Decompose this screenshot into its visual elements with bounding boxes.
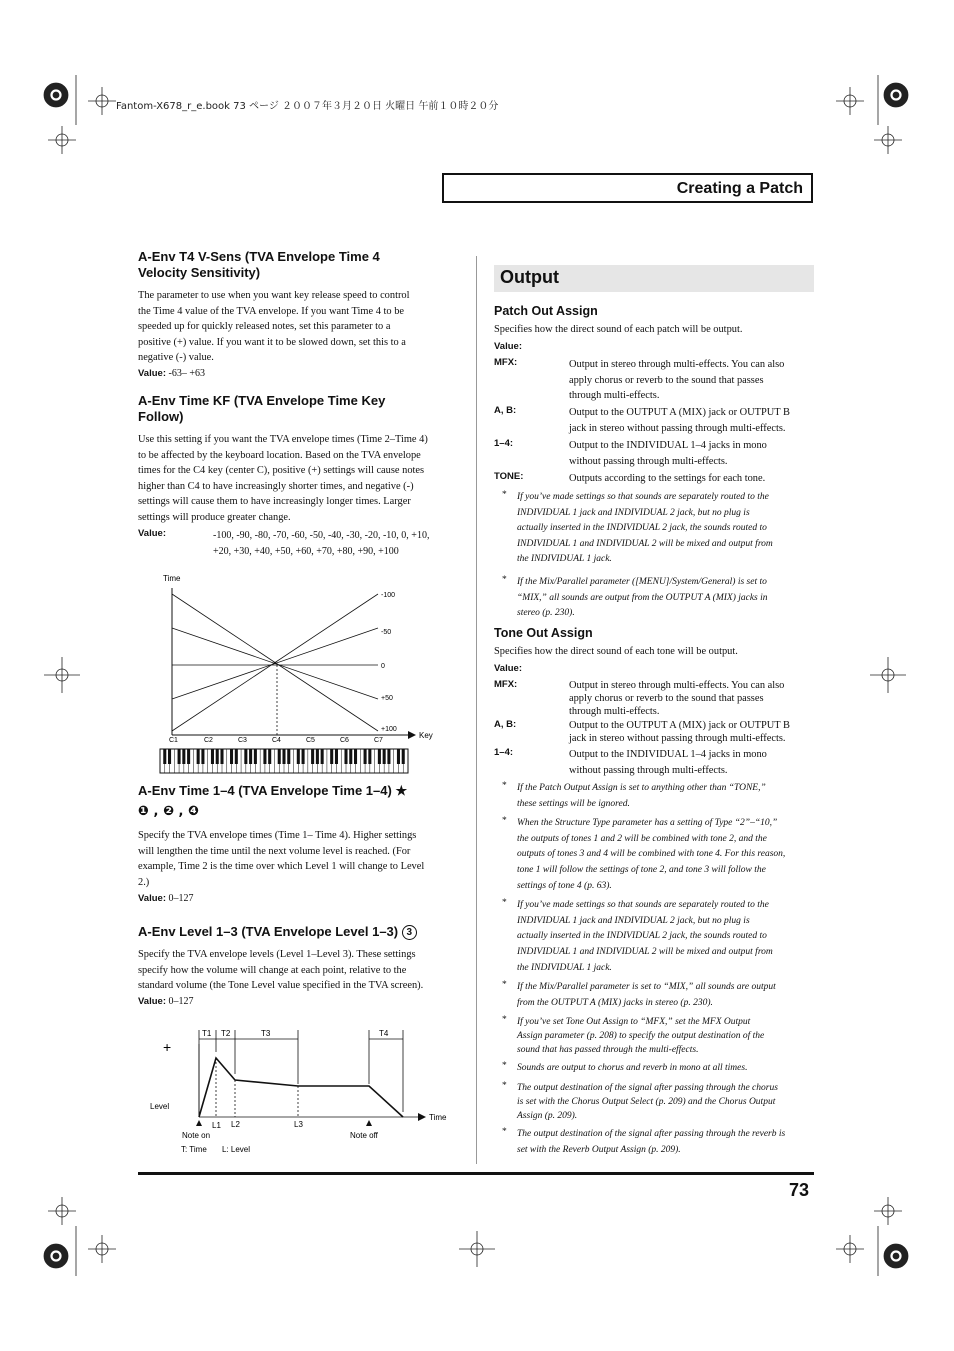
black-key (344, 749, 347, 764)
black-key (287, 749, 290, 764)
patch-value-ab: A, B: Output to the OUTPUT A (MIX) jack or OUTPUT B jack in stereo without passing through multi-effects. (494, 405, 790, 434)
black-key (302, 749, 305, 764)
file-header: Fantom-X678_r_e.book 73 ページ ２００７年３月２０日 火曜日 午前１０時２０分 (116, 101, 499, 112)
env-time-number-icons: ❶ , ❷ , ❹ (138, 804, 200, 819)
tone-out-assign-notes (500, 781, 818, 1158)
time-kf-graph (150, 568, 445, 776)
paragraph-env-time: Specify the TVA envelope times (Time 1– Time 4). Higher settings will lengthen the time until the next volume level is reached. (For example, Time 2 is the time over which Level 1 will change to Level 2.) (138, 830, 425, 888)
black-key (330, 749, 333, 764)
tone-out-assign-values (494, 679, 816, 780)
env-time-label: Time (429, 1113, 447, 1122)
kf-key-c1: C1 (169, 737, 178, 744)
section-title: Creating a Patch (676, 180, 803, 197)
kf-key-c2: C2 (204, 737, 213, 744)
black-key (178, 749, 181, 764)
patch-value-mfx: MFX: Output in stereo through multi-effects. You can also apply chorus or reverb to the sound that passes through multi-effects. (494, 357, 785, 402)
env-level-label: Level (150, 1102, 170, 1111)
note-item: * If you’ve made settings so that sounds are separately routed to the INDIVIDUAL 1 jack and INDIVIDUAL 2 jack, but no plug is actually inserted in the INDIVIDUAL 2 jack, the sounds routed to INDIVIDUAL 1 and INDIVIDUAL 2 will be mixed and output from the INDIVIDUAL 1 jack. (502, 490, 773, 565)
number-2-icon: ❷ (163, 804, 175, 819)
env-note-on-label: Note on (182, 1131, 211, 1140)
black-key (168, 749, 171, 764)
black-key (402, 749, 405, 764)
patch-out-assign-desc: Specifies how the direct sound of each patch will be output. (494, 324, 743, 335)
note-item: * If the Patch Output Assign is set to anything other than “TONE,” these settings will be ignored. (502, 781, 766, 809)
env-legend-time: T: Time (181, 1145, 207, 1154)
env-note-off-label: Note off (350, 1131, 378, 1140)
heading-env-level: A-Env Level 1–3 (TVA Envelope Level 1–3) 3 (138, 924, 417, 940)
envelope-curve (199, 1058, 403, 1117)
black-key (278, 749, 281, 764)
black-key (235, 749, 238, 764)
black-key (201, 749, 204, 764)
black-key (268, 749, 271, 764)
page-number: 73 (789, 1180, 810, 1200)
env-plus-sign: + (163, 1039, 172, 1055)
patch-out-assign-values (494, 357, 816, 489)
black-key (383, 749, 386, 764)
black-key (244, 749, 247, 764)
paragraph-t4-vsens: The parameter to use when you want key release speed to control the Time 4 value of the TVA envelope. If you want Time 4 to be speeded up for quickly released notes, set this parameter to a positive (+) value. If you want it to be slowed down, set this to a negative (-) value. (138, 290, 410, 364)
kf-label-plus100: +100 (381, 726, 397, 733)
note-item: * If you’ve set Tone Out Assign to “MFX,” set the MFX Output Assign parameter (p. 208) to specify the output destination of the sound that has passed through the multi-effects. (502, 1015, 765, 1056)
note-item: * The output destination of the signal after passing through the chorus is set with the Chorus Output Select (p. 209) and the Chorus Output Assign (p. 209). (502, 1080, 778, 1121)
black-key (187, 749, 190, 764)
kf-key-c5: C5 (306, 737, 315, 744)
kf-y-label: Time (163, 574, 181, 583)
tone-out-assign-desc: Specifies how the direct sound of each tone will be output. (494, 646, 738, 657)
patch-value-1-4: 1–4: Output to the INDIVIDUAL 1–4 jacks in mono without passing through multi-effects. (494, 438, 767, 467)
envelope-graph (148, 1022, 458, 1157)
note-item: * If you’ve made settings so that sounds are separately routed to the INDIVIDUAL 1 jack and INDIVIDUAL 2 jack, but no plug is actually inserted in the INDIVIDUAL 2 jack, the sounds routed to INDIVIDUAL 1 and INDIVIDUAL 2 will be mixed and output from the INDIVIDUAL 1 jack. (502, 898, 773, 973)
env-legend-level: L: Level (222, 1145, 251, 1154)
note-item: * The output destination of the signal after passing through the reverb is set with the Reverb Output Assign (p. 209). (502, 1126, 786, 1155)
number-1-icon: ❶ (138, 804, 150, 819)
patch-out-assign-value-label: Value: (494, 341, 522, 352)
paragraph-time-kf: Use this setting if you want the TVA envelope times (Time 2–Time 4) to be affected by the keyboard location. Based on the TVA envelope times for the C4 key (center C), positive (+) settings will cause notes higher than C4 to have increasingly shorter times, and negative (-) settings will cause them to have increasingly longer times. Larger settings will produce greater change. (138, 434, 428, 523)
keyboard-illustration (160, 749, 408, 773)
kf-label-minus100: -100 (381, 592, 396, 599)
note-item: * Sounds are output to chorus and reverb in mono at all times. (502, 1061, 748, 1074)
black-key (297, 749, 300, 764)
tone-out-assign-title: Tone Out Assign (494, 626, 593, 640)
black-key (197, 749, 200, 764)
kf-label-zero: 0 (381, 663, 385, 670)
footer-rule (138, 1172, 814, 1175)
note-item: * When the Structure Type parameter has a setting of Type “2”–“10,” the outputs of tones 1 and 2 will be combined with tone 2, and the outputs of tones 3 and 4 will be combined with tone 4. For this reason, tone 1 will follow the settings of tone 2, and tone 3 will follow the settings of tone 4 (p. 63). (502, 816, 786, 891)
kf-x-label: Key (419, 731, 433, 740)
column-divider (476, 256, 477, 1164)
black-key (282, 749, 285, 764)
note-item: * If the Mix/Parallel parameter is set to “MIX,” all sounds are output from the OUTPUT A (MIX) jacks in stereo (p. 230). (502, 980, 776, 1008)
value-env-time: Value: 0–127 (138, 893, 194, 904)
heading-t4-vsens: A-Env T4 V-Sens (TVA Envelope Time 4 Velocity Sensitivity) (138, 249, 380, 280)
tone-value-ab: A, B: Output to the OUTPUT A (MIX) jack or OUTPUT B jack in stereo without passing through multi-effects. (494, 719, 790, 744)
black-key (349, 749, 352, 764)
kf-key-c4: C4 (272, 737, 281, 744)
black-key (368, 749, 371, 764)
black-key (220, 749, 223, 764)
kf-key-c6: C6 (340, 737, 349, 744)
paragraph-env-level: Specify the TVA envelope levels (Level 1–Level 3). These settings specify how the volume will change at each point, relative to the standard volume (the Tone Level value specified in the TVA screen). (138, 949, 424, 992)
env-t2-label: T2 (221, 1029, 231, 1038)
black-key (216, 749, 219, 764)
tone-value-1-4: 1–4: Output to the INDIVIDUAL 1–4 jacks in mono without passing through multi-effects. (494, 747, 767, 776)
heading-time-kf: A-Env Time KF (TVA Envelope Time Key Follow) (138, 393, 386, 424)
black-key (397, 749, 400, 764)
black-key (316, 749, 319, 764)
black-key (387, 749, 390, 764)
env-t3-label: T3 (261, 1029, 271, 1038)
black-key (249, 749, 252, 764)
black-key (321, 749, 324, 764)
env-l3-label: L3 (294, 1120, 303, 1129)
heading-env-time: A-Env Time 1–4 (TVA Envelope Time 1–4) ★ (138, 783, 408, 798)
black-key (378, 749, 381, 764)
output-title: Output (500, 267, 559, 287)
value-time-kf-label: Value: (138, 528, 166, 539)
kf-label-plus50: +50 (381, 695, 393, 702)
black-key (335, 749, 338, 764)
star-icon: ★ (395, 783, 408, 798)
black-key (211, 749, 214, 764)
black-key (182, 749, 185, 764)
number-3-icon: 3 (402, 925, 417, 940)
value-time-kf: -100, -90, -80, -70, -60, -50, -40, -30, -20, -10, 0, +10, +20, +30, +40, +50, +60, +70, +80, +90, +100 (213, 530, 430, 557)
value-env-level: Value: 0–127 (138, 996, 194, 1007)
patch-out-assign-notes (500, 490, 818, 622)
kf-key-c7: C7 (374, 737, 383, 744)
kf-key-c3: C3 (238, 737, 247, 744)
env-t1-label: T1 (202, 1029, 212, 1038)
output-heading-bar (494, 265, 814, 292)
black-key (364, 749, 367, 764)
tone-value-mfx: MFX: Output in stereo through multi-effects. You can also apply chorus or reverb to the sound that passes through multi-effects. (494, 679, 785, 717)
black-key (354, 749, 357, 764)
env-t4-label: T4 (379, 1029, 389, 1038)
env-l2-label: L2 (231, 1120, 240, 1129)
black-key (254, 749, 257, 764)
patch-value-tone: TONE: Outputs according to the settings for each tone. (494, 471, 766, 484)
kf-label-minus50: -50 (381, 629, 392, 636)
number-4-icon: ❹ (188, 804, 200, 819)
black-key (263, 749, 266, 764)
section-title-box (442, 173, 813, 203)
tone-out-assign-value-label: Value: (494, 663, 522, 674)
black-key (311, 749, 314, 764)
value-t4-vsens: Value: -63– +63 (138, 368, 205, 379)
patch-out-assign-title: Patch Out Assign (494, 304, 598, 318)
black-key (163, 749, 166, 764)
black-key (230, 749, 233, 764)
note-item: * If the Mix/Parallel parameter ([MENU]/System/General) is set to “MIX,” all sounds are output from the OUTPUT A (MIX) jacks in stereo (p. 230). (502, 574, 768, 619)
env-l1-label: L1 (212, 1121, 221, 1130)
